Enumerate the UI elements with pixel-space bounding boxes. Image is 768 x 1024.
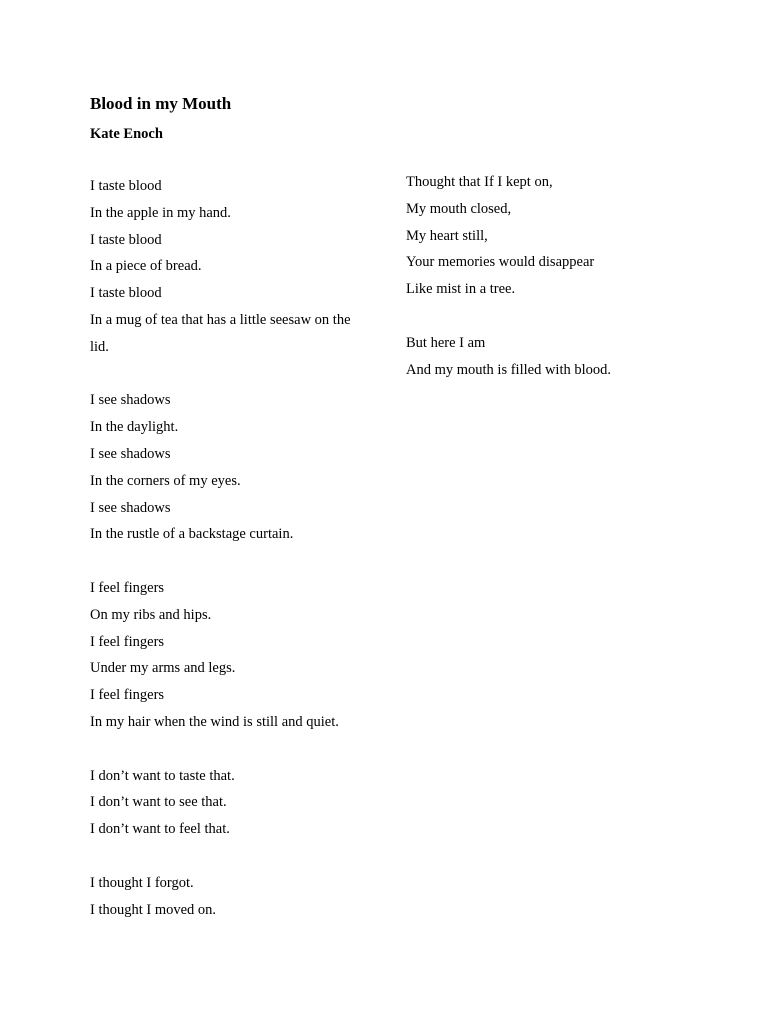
poem-line: Thought that If I kept on, (406, 174, 553, 190)
poem-line: I don’t want to see that. (90, 794, 227, 811)
stanza (90, 763, 380, 843)
poem-line: I don’t want to feel that. (90, 821, 230, 838)
poem-line: I taste blood (90, 285, 162, 302)
poem-line: In my hair when the wind is still and quiet. (90, 713, 339, 730)
poem-title: Blood in my Mouth (90, 94, 232, 113)
poem-line: Your memories would disappear (406, 254, 595, 271)
poem-line: lid. (90, 338, 109, 355)
poem-line: My mouth closed, (406, 200, 512, 217)
poem-line: I see shadows (90, 392, 171, 409)
poem-line: I thought I forgot. (90, 874, 194, 891)
stanza (90, 387, 380, 548)
poem-right-column (406, 169, 706, 383)
poem-line: In a piece of bread. (90, 258, 202, 275)
poem-line: Under my arms and legs. (90, 660, 236, 677)
poem-line: On my ribs and hips. (90, 606, 212, 623)
stanza (90, 575, 380, 736)
poem-line: I taste blood (90, 178, 162, 194)
stanza (90, 870, 380, 924)
poem-line: But here I am (406, 334, 486, 351)
poem-line: I don’t want to taste that. (90, 767, 235, 784)
poem-line: In a mug of tea that has a little seesaw on the (90, 311, 351, 328)
poem-line: I feel fingers (90, 687, 165, 704)
poem-line: And my mouth is filled with blood. (406, 361, 612, 378)
poem-line: I feel fingers (90, 633, 165, 650)
poem-line: In the daylight. (90, 419, 179, 436)
poem-line: In the apple in my hand. (90, 204, 231, 221)
poem-line: I see shadows (90, 499, 171, 516)
poem-line: In the rustle of a backstage curtain. (90, 526, 294, 543)
stanza (90, 173, 380, 361)
poem-left-column (90, 173, 380, 923)
stanza (406, 330, 706, 384)
poem-author: Kate Enoch (90, 126, 163, 142)
poem-line: Like mist in a tree. (406, 281, 516, 298)
poem-line: I thought I moved on. (90, 901, 217, 918)
poem-line: In the corners of my eyes. (90, 472, 241, 489)
poem-line: My heart still, (406, 227, 488, 244)
poem-line: I feel fingers (90, 579, 165, 596)
stanza (406, 169, 706, 303)
poem-line: I see shadows (90, 445, 171, 462)
poem-line: I taste blood (90, 231, 162, 248)
